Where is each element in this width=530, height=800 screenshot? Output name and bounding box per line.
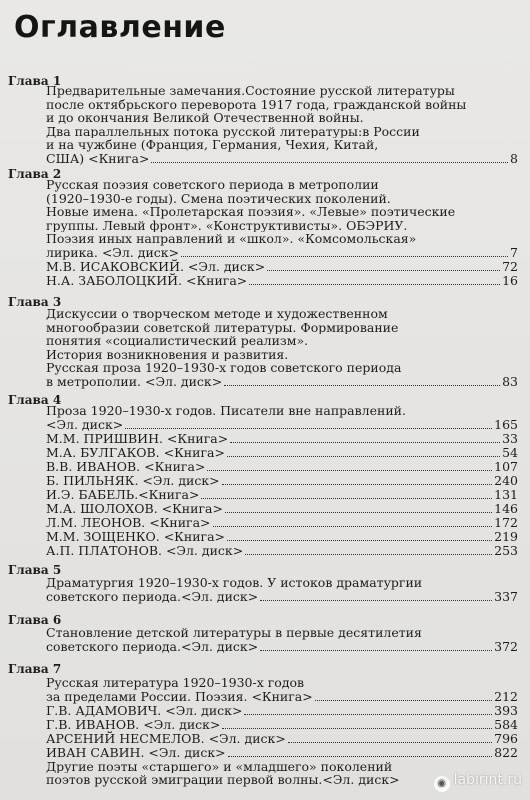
toc-line: многообразии советской литературы. Формирование xyxy=(46,320,399,335)
dot-leader xyxy=(181,256,508,257)
entry-title: Б. ПИЛЬНЯК. <Эл. диск> xyxy=(46,472,220,488)
toc-entry[interactable] xyxy=(46,375,518,389)
toc-entry[interactable] xyxy=(46,152,518,166)
toc-entry[interactable] xyxy=(46,274,518,288)
entry-page: 83 xyxy=(502,373,518,389)
page-title: Оглавление xyxy=(14,10,226,45)
entry-page: 54 xyxy=(502,444,518,460)
toc-line: Поэзия иных направлений и «школ». «Комсомольская» xyxy=(46,232,417,246)
entry-page: 393 xyxy=(494,702,518,718)
toc-line: и до окончания Великой Отечественной войны. xyxy=(46,111,364,125)
toc-line: Другие поэты «старшего» и «младшего» поколений xyxy=(46,759,393,774)
entry-page: 16 xyxy=(502,272,518,288)
entry-title: М.А. БУЛГАКОВ. <Книга> xyxy=(46,444,225,460)
toc-entry[interactable] xyxy=(46,474,518,488)
entry-page: 146 xyxy=(494,500,518,516)
toc-entry[interactable] xyxy=(46,732,518,746)
watermark xyxy=(434,772,522,792)
entry-title: М.А. ШОЛОХОВ. <Книга> xyxy=(46,500,223,516)
entry-page: 212 xyxy=(494,688,518,704)
dot-leader xyxy=(245,554,492,555)
chapter-1-block xyxy=(46,84,518,166)
toc-entry[interactable] xyxy=(46,746,518,760)
dot-leader xyxy=(260,650,492,651)
entry-page: 219 xyxy=(494,528,518,544)
toc-entry[interactable] xyxy=(46,432,518,446)
toc-entry[interactable] xyxy=(46,502,518,516)
entry-page: 165 xyxy=(494,416,518,432)
entry-title: <Эл. диск> xyxy=(46,416,124,432)
toc-entry[interactable] xyxy=(46,640,518,654)
chapter-label: Глава 3 xyxy=(8,295,62,309)
toc-entry[interactable] xyxy=(46,446,518,460)
entry-title: И.Э. БАБЕЛЬ.<Книга> xyxy=(46,486,200,502)
toc-entry[interactable] xyxy=(46,418,518,432)
toc-line: Драматургия 1920–1930-х годов. У истоков драматургии xyxy=(46,576,423,590)
dot-leader xyxy=(222,728,492,729)
dot-leader xyxy=(222,484,492,485)
entry-title: лирика. <Эл. диск> xyxy=(46,244,180,260)
chapter-3-block xyxy=(46,307,518,389)
dot-leader xyxy=(224,385,500,386)
toc-entry[interactable] xyxy=(46,530,518,544)
chapter-label: Глава 1 xyxy=(8,74,62,88)
entry-title: советского периода.<Эл. диск> xyxy=(46,588,259,604)
toc-line: Предварительные замечания.Состояние русской литературы xyxy=(46,84,455,98)
toc-entry[interactable] xyxy=(46,246,518,260)
toc-line: и на чужбине (Франция, Германия, Чехия, Китай, xyxy=(46,138,379,152)
entry-title: АРСЕНИЙ НЕСМЕЛОВ. <Эл. диск> xyxy=(46,730,286,746)
dot-leader xyxy=(213,526,493,527)
dot-leader xyxy=(249,284,500,285)
entry-title: Н.А. ЗАБОЛОЦКИЙ. <Книга> xyxy=(46,272,248,288)
entry-title: советского периода.<Эл. диск> xyxy=(46,638,259,654)
entry-page: 131 xyxy=(494,486,518,502)
entry-page: 107 xyxy=(494,458,518,474)
toc-entry[interactable] xyxy=(46,704,518,718)
toc-line: Русская проза 1920–1930-х годов советского периода xyxy=(46,361,402,375)
entry-title: в метрополии. <Эл. диск> xyxy=(46,373,223,389)
dot-leader xyxy=(244,714,492,715)
toc-line: понятия «социалистический реализм». xyxy=(46,334,309,348)
entry-page: 240 xyxy=(494,472,518,488)
toc-line: после октябрьского переворота 1917 года, гражданской войны xyxy=(46,97,467,112)
chapter-5-block xyxy=(46,576,518,604)
chapter-label: Глава 7 xyxy=(8,662,62,676)
entry-page: 8 xyxy=(510,150,518,166)
dot-leader xyxy=(125,428,492,429)
dot-leader xyxy=(151,162,508,163)
chapter-label: Глава 2 xyxy=(8,167,62,181)
dot-leader xyxy=(225,512,492,513)
dot-leader xyxy=(201,498,492,499)
chapter-2-block xyxy=(46,178,518,288)
entry-title: М.В. ИСАКОВСКИЙ. <Эл. диск> xyxy=(46,258,266,274)
entry-page: 372 xyxy=(494,638,518,654)
entry-page: 72 xyxy=(502,258,518,274)
toc-line: поэтов русской эмиграции первой волны.<Эл. диск> xyxy=(46,773,400,787)
toc-line: Становление детской литературы в первые десятилетия xyxy=(46,626,422,640)
entry-page: 172 xyxy=(494,514,518,530)
entry-title: Л.М. ЛЕОНОВ. <Книга> xyxy=(46,514,211,530)
chapter-label: Глава 4 xyxy=(8,393,62,407)
entry-title: А.П. ПЛАТОНОВ. <Эл. диск> xyxy=(46,542,244,558)
entry-page: 33 xyxy=(502,430,518,446)
entry-title: М.М. ПРИШВИН. <Книга> xyxy=(46,430,229,446)
entry-page: 7 xyxy=(510,244,518,260)
labirint-logo-icon: ◉ xyxy=(434,776,450,792)
entry-page: 822 xyxy=(494,744,518,760)
toc-entry[interactable] xyxy=(46,590,518,604)
entry-title: ИВАН САВИН. <Эл. диск> xyxy=(46,744,226,760)
entry-title: М.М. ЗОЩЕНКО. <Книга> xyxy=(46,528,225,544)
toc-line: Русская литература 1920–1930-х годов xyxy=(46,676,305,690)
entry-page: 796 xyxy=(494,730,518,746)
dot-leader xyxy=(230,442,500,443)
toc-line: История возникновения и развития. xyxy=(46,347,289,362)
entry-title: Г.В. ИВАНОВ. <Эл. диск> xyxy=(46,716,221,732)
entry-page: 337 xyxy=(494,588,518,604)
dot-leader xyxy=(227,456,500,457)
watermark-text: labirint.ru xyxy=(453,772,522,788)
toc-entry[interactable] xyxy=(46,544,518,558)
toc-entry[interactable] xyxy=(46,260,518,274)
dot-leader xyxy=(267,270,500,271)
entry-title: Г.В. АДАМОВИЧ. <Эл. диск> xyxy=(46,702,243,718)
toc-entry[interactable] xyxy=(46,718,518,732)
dot-leader xyxy=(207,470,492,471)
toc-entry[interactable] xyxy=(46,516,518,530)
entry-page: 584 xyxy=(494,716,518,732)
chapter-label: Глава 6 xyxy=(8,613,62,627)
toc-line: Дискуссии о творческом методе и художественном xyxy=(46,307,388,321)
entry-title: В.В. ИВАНОВ. <Книга> xyxy=(46,458,206,474)
dot-leader xyxy=(228,756,493,757)
entry-title: за пределами России. Поэзия. <Книга> xyxy=(46,688,313,704)
toc-line: Русская поэзия советского периода в метрополии xyxy=(46,178,379,192)
toc-entry[interactable] xyxy=(46,460,518,474)
toc-line: (1920–1930-е годы). Смена поэтических поколений. xyxy=(46,191,391,206)
chapter-4-block xyxy=(46,404,518,558)
toc-line: Два параллельных потока русской литературы:в России xyxy=(46,124,420,139)
chapter-7-block xyxy=(46,676,518,787)
chapter-6-block xyxy=(46,626,518,654)
dot-leader xyxy=(315,700,492,701)
dot-leader xyxy=(260,600,492,601)
entry-page: 253 xyxy=(494,542,518,558)
toc-entry[interactable] xyxy=(46,488,518,502)
toc-entry[interactable] xyxy=(46,690,518,704)
chapter-label: Глава 5 xyxy=(8,563,62,577)
toc-line: Проза 1920–1930-х годов. Писатели вне направлений. xyxy=(46,404,406,418)
dot-leader xyxy=(288,742,492,743)
toc-line: Новые имена. «Пролетарская поэзия». «Левые» поэтические xyxy=(46,205,456,219)
entry-title: США) <Книга> xyxy=(46,150,150,166)
toc-line: группы. Левый фронт». «Конструктивисты». ОБЭРИУ. xyxy=(46,218,408,233)
dot-leader xyxy=(227,540,492,541)
